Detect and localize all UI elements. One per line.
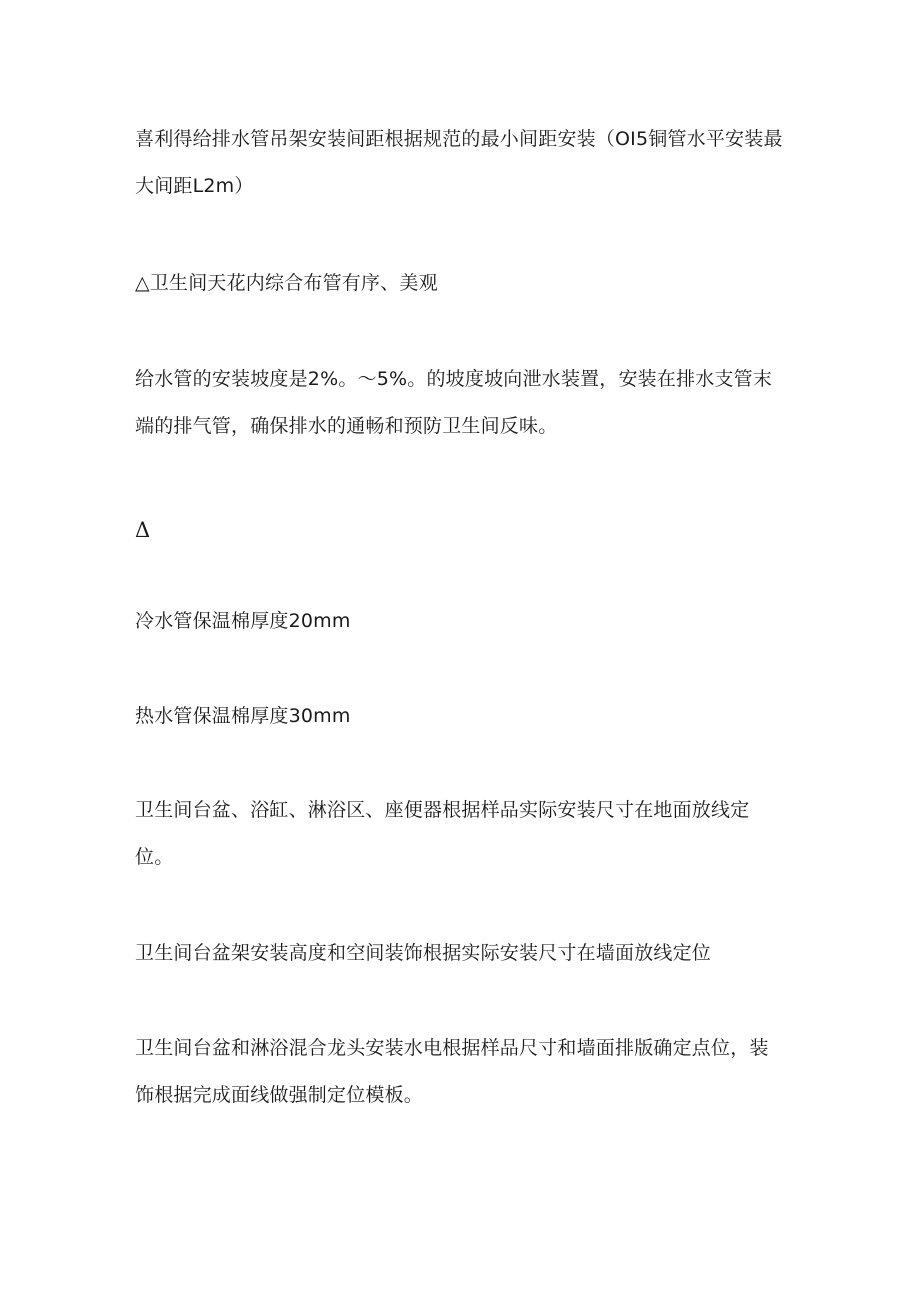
- paragraph-faucet-point-location: 卫生间台盆和淋浴混合龙头安装水电根据样品尺寸和墙面排版确定点位，装饰根据完成面线做强制定位模板。: [135, 1037, 769, 1106]
- paragraph-cold-pipe-insulation: 冷水管保温棉厚度20mm: [135, 610, 351, 632]
- paragraph-supply-pipe-slope: 给水管的安装坡度是2%。～5%。的坡度坡向泄水装置，安装在排水支管末端的排气管，确保排水的通畅和预防卫生间反味。: [135, 368, 773, 437]
- paragraph-pipe-hanger-spacing: 喜利得给排水管吊架安装间距根据规范的最小间距安装（OI5铜管水平安装最大间距L2m）: [135, 128, 783, 197]
- paragraph-fixture-floor-layout: 卫生间台盆、浴缸、淋浴区、座便器根据样品实际安装尺寸在地面放线定位。: [135, 799, 750, 868]
- paragraph-basin-stand-height: 卫生间台盆架安装高度和空间装饰根据实际安装尺寸在墙面放线定位: [135, 942, 712, 964]
- paragraph-ceiling-piping: △卫生间天花内综合布管有序、美观: [135, 272, 438, 294]
- paragraph-delta-marker: Δ: [135, 518, 151, 542]
- paragraph-hot-pipe-insulation: 热水管保温棉厚度30mm: [135, 705, 351, 727]
